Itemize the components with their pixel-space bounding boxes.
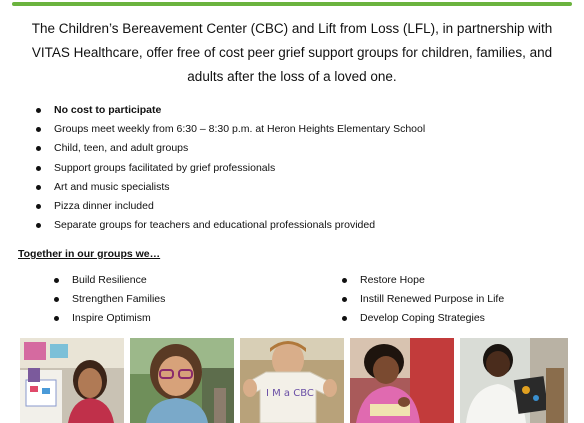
feature-list [34, 101, 425, 235]
outcome-item: Inspire Optimism [52, 309, 165, 328]
feature-item: Support groups facilitated by grief professionals [34, 159, 425, 178]
outcomes-right-list [340, 271, 504, 328]
outcome-item: Build Resilience [52, 271, 165, 290]
outcome-item: Instill Renewed Purpose in Life [340, 290, 504, 309]
photo-girl-glasses [130, 338, 234, 423]
outcome-item: Strengthen Families [52, 290, 165, 309]
shirt-lettering: I M a CBC [266, 388, 314, 399]
photo-strip [20, 338, 568, 423]
top-accent-bar [0, 0, 584, 8]
photo-girl-crafting [350, 338, 454, 423]
feature-item: Art and music specialists [34, 178, 425, 197]
outcome-item: Develop Coping Strategies [340, 309, 504, 328]
feature-item: Separate groups for teachers and educational professionals provided [34, 216, 425, 235]
outcomes-left-list [52, 271, 165, 328]
feature-item: Groups meet weekly from 6:30 – 8:30 p.m. at Heron Heights Elementary School [34, 120, 425, 139]
feature-item: Pizza dinner included [34, 197, 425, 216]
outcome-item: Restore Hope [340, 271, 504, 290]
photo-boy-artwork [460, 338, 568, 423]
photo-girl-classroom [20, 338, 124, 423]
feature-item: Child, teen, and adult groups [34, 139, 425, 158]
green-rule [12, 2, 572, 6]
together-heading: Together in our groups we… [18, 248, 161, 260]
photo-child-shirt [240, 338, 344, 423]
feature-item: No cost to participate [34, 101, 425, 120]
intro-paragraph: The Children’s Bereavement Center (CBC) and Lift from Loss (LFL), in partnership with VITAS Healthcare, offer free of cost peer grief support groups for children, families, and adults after the loss of a loved one. [31, 21, 553, 84]
